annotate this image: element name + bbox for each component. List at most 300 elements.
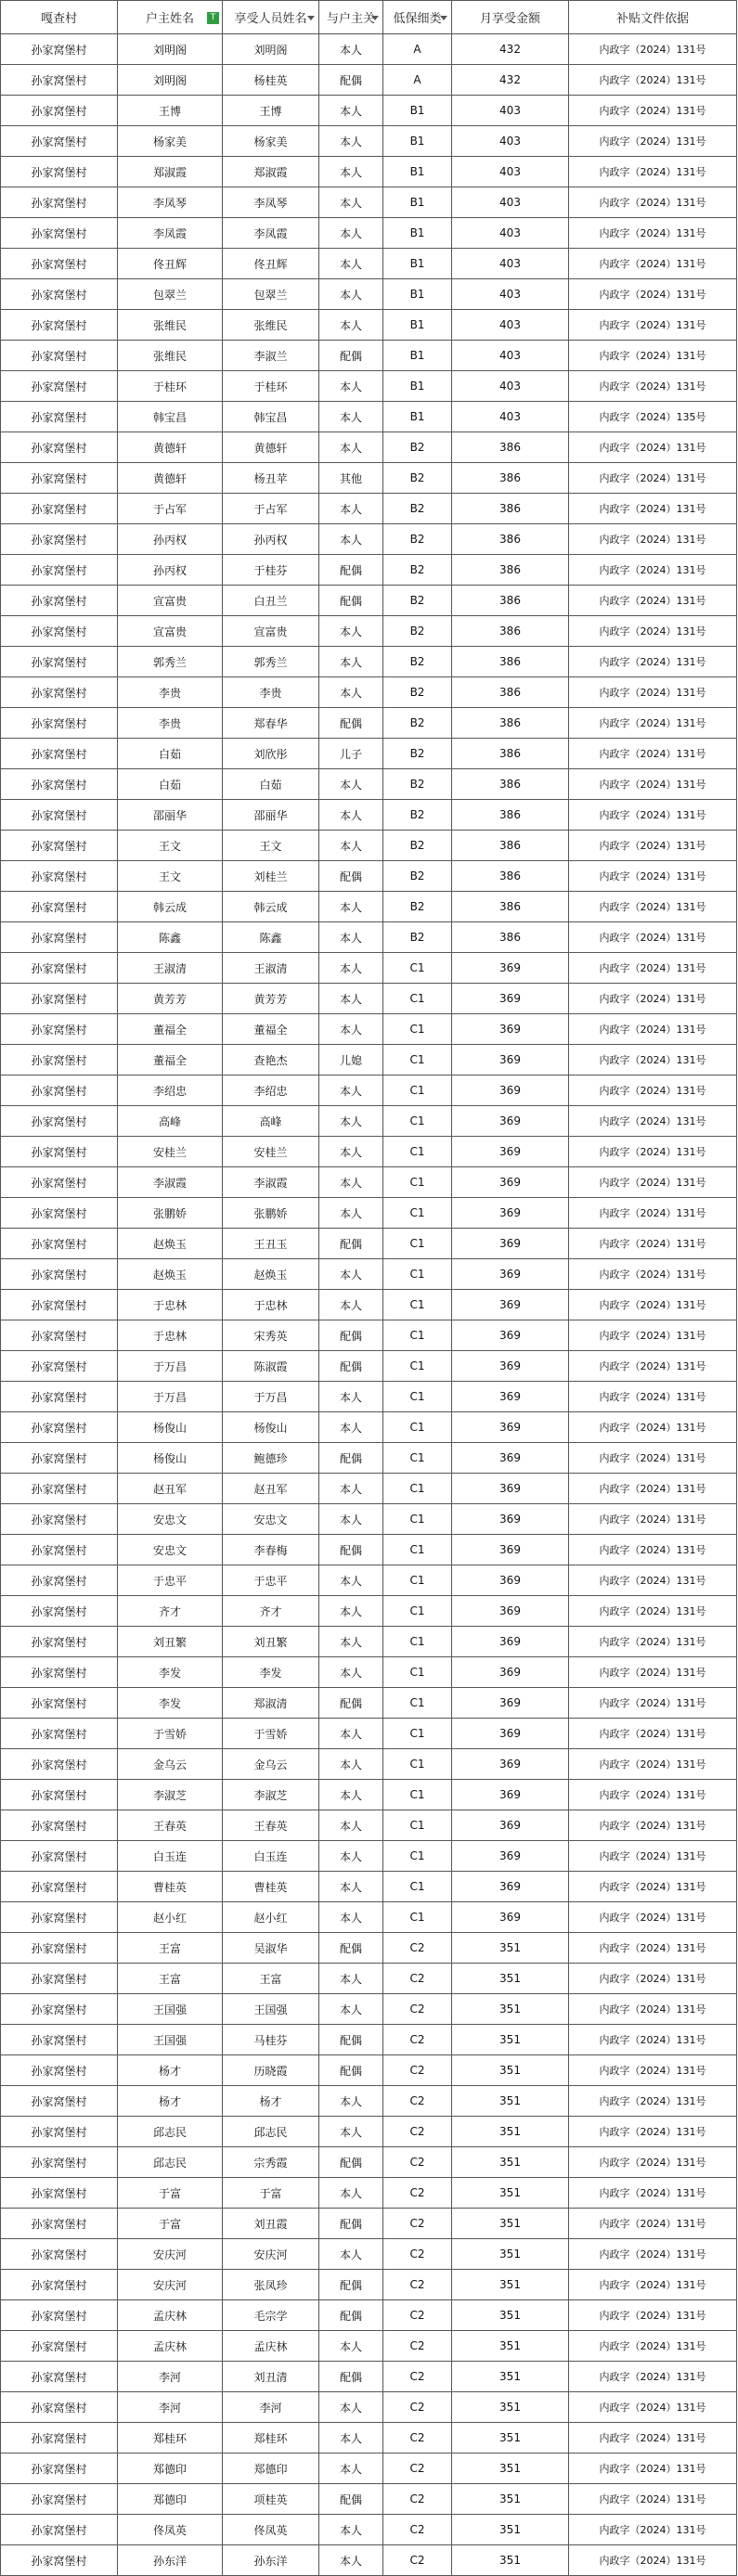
cell-relation[interactable]: 本人 <box>319 1198 383 1229</box>
cell-amount[interactable]: 369 <box>452 1872 569 1902</box>
cell-relation[interactable]: 配偶 <box>319 2270 383 2300</box>
cell-householder[interactable]: 孙丙权 <box>118 555 223 586</box>
cell-basis[interactable]: 内政字（2024）131号 <box>569 1688 737 1719</box>
cell-village[interactable]: 孙家窝堡村 <box>1 1872 118 1902</box>
cell-amount[interactable]: 403 <box>452 371 569 402</box>
cell-relation[interactable]: 本人 <box>319 2086 383 2117</box>
cell-category[interactable]: C1 <box>383 1320 452 1351</box>
cell-householder[interactable]: 杨才 <box>118 2055 223 2086</box>
table-row[interactable] <box>1 555 737 586</box>
cell-village[interactable]: 孙家窝堡村 <box>1 2178 118 2209</box>
cell-village[interactable]: 孙家窝堡村 <box>1 279 118 310</box>
cell-basis[interactable]: 内政字（2024）131号 <box>569 1902 737 1933</box>
cell-amount[interactable]: 351 <box>452 2331 569 2362</box>
cell-relation[interactable]: 配偶 <box>319 1320 383 1351</box>
table-row[interactable] <box>1 586 737 616</box>
cell-relation[interactable]: 配偶 <box>319 2147 383 2178</box>
cell-householder[interactable]: 黄德轩 <box>118 463 223 494</box>
cell-householder[interactable]: 王淑清 <box>118 953 223 984</box>
cell-village[interactable]: 孙家窝堡村 <box>1 126 118 157</box>
cell-category[interactable]: B2 <box>383 432 452 463</box>
cell-beneficiary[interactable]: 宋秀英 <box>223 1320 319 1351</box>
cell-relation[interactable]: 本人 <box>319 1167 383 1198</box>
cell-amount[interactable]: 369 <box>452 1474 569 1504</box>
cell-relation[interactable]: 配偶 <box>319 65 383 96</box>
cell-householder[interactable]: 邱志民 <box>118 2147 223 2178</box>
cell-relation[interactable]: 本人 <box>319 2117 383 2147</box>
table-row[interactable] <box>1 1290 737 1320</box>
cell-amount[interactable]: 369 <box>452 1075 569 1106</box>
cell-amount[interactable]: 351 <box>452 2392 569 2423</box>
cell-beneficiary[interactable]: 李凤琴 <box>223 187 319 218</box>
cell-amount[interactable]: 369 <box>452 1382 569 1412</box>
cell-relation[interactable]: 本人 <box>319 769 383 800</box>
cell-householder[interactable]: 孙东洋 <box>118 2545 223 2576</box>
cell-category[interactable]: C1 <box>383 1627 452 1657</box>
cell-village[interactable]: 孙家窝堡村 <box>1 2454 118 2484</box>
cell-relation[interactable]: 配偶 <box>319 1443 383 1474</box>
cell-village[interactable]: 孙家窝堡村 <box>1 249 118 279</box>
cell-relation[interactable]: 本人 <box>319 800 383 831</box>
table-row[interactable] <box>1 616 737 647</box>
cell-beneficiary[interactable]: 李淑兰 <box>223 341 319 371</box>
cell-village[interactable]: 孙家窝堡村 <box>1 2055 118 2086</box>
cell-village[interactable]: 孙家窝堡村 <box>1 1351 118 1382</box>
table-row[interactable] <box>1 2117 737 2147</box>
cell-amount[interactable]: 403 <box>452 402 569 432</box>
table-row[interactable] <box>1 494 737 524</box>
cell-householder[interactable]: 王国强 <box>118 2025 223 2055</box>
cell-village[interactable]: 孙家窝堡村 <box>1 2484 118 2515</box>
cell-amount[interactable]: 351 <box>452 2117 569 2147</box>
cell-category[interactable]: C2 <box>383 2239 452 2270</box>
cell-category[interactable]: B1 <box>383 371 452 402</box>
cell-amount[interactable]: 351 <box>452 2270 569 2300</box>
cell-basis[interactable]: 内政字（2024）131号 <box>569 2117 737 2147</box>
cell-relation[interactable]: 本人 <box>319 1075 383 1106</box>
cell-beneficiary[interactable]: 李淑霞 <box>223 1167 319 1198</box>
cell-village[interactable]: 孙家窝堡村 <box>1 2362 118 2392</box>
cell-amount[interactable]: 351 <box>452 2484 569 2515</box>
cell-beneficiary[interactable]: 郑春华 <box>223 708 319 739</box>
cell-beneficiary[interactable]: 刘欣彤 <box>223 739 319 769</box>
table-row[interactable] <box>1 1657 737 1688</box>
cell-householder[interactable]: 李淑芝 <box>118 1780 223 1810</box>
cell-basis[interactable]: 内政字（2024）131号 <box>569 555 737 586</box>
cell-village[interactable]: 孙家窝堡村 <box>1 1106 118 1137</box>
cell-relation[interactable]: 配偶 <box>319 2209 383 2239</box>
table-row[interactable] <box>1 953 737 984</box>
cell-relation[interactable]: 本人 <box>319 953 383 984</box>
table-row[interactable] <box>1 34 737 65</box>
cell-beneficiary[interactable]: 历晓霞 <box>223 2055 319 2086</box>
cell-village[interactable]: 孙家窝堡村 <box>1 1902 118 1933</box>
cell-basis[interactable]: 内政字（2024）131号 <box>569 249 737 279</box>
cell-beneficiary[interactable]: 王文 <box>223 831 319 861</box>
cell-householder[interactable]: 安庆河 <box>118 2239 223 2270</box>
cell-householder[interactable]: 孟庆林 <box>118 2331 223 2362</box>
cell-amount[interactable]: 369 <box>452 1290 569 1320</box>
cell-category[interactable]: C1 <box>383 1872 452 1902</box>
cell-category[interactable]: C2 <box>383 1994 452 2025</box>
table-row[interactable] <box>1 1964 737 1994</box>
cell-relation[interactable]: 本人 <box>319 1780 383 1810</box>
cell-householder[interactable]: 郑淑霞 <box>118 157 223 187</box>
cell-householder[interactable]: 于富 <box>118 2178 223 2209</box>
cell-householder[interactable]: 韩宝昌 <box>118 402 223 432</box>
cell-basis[interactable]: 内政字（2024）131号 <box>569 984 737 1014</box>
cell-relation[interactable]: 本人 <box>319 1994 383 2025</box>
cell-basis[interactable]: 内政字（2024）131号 <box>569 341 737 371</box>
cell-beneficiary[interactable]: 安忠文 <box>223 1504 319 1535</box>
cell-basis[interactable]: 内政字（2024）131号 <box>569 586 737 616</box>
cell-relation[interactable]: 本人 <box>319 2423 383 2454</box>
cell-village[interactable]: 孙家窝堡村 <box>1 616 118 647</box>
col-header-basis[interactable] <box>569 1 737 34</box>
cell-beneficiary[interactable]: 杨桂英 <box>223 65 319 96</box>
cell-householder[interactable]: 李绍忠 <box>118 1075 223 1106</box>
cell-village[interactable]: 孙家窝堡村 <box>1 1964 118 1994</box>
cell-basis[interactable]: 内政字（2024）131号 <box>569 1810 737 1841</box>
table-row[interactable] <box>1 65 737 96</box>
cell-category[interactable]: C1 <box>383 1106 452 1137</box>
cell-relation[interactable]: 本人 <box>319 1106 383 1137</box>
cell-amount[interactable]: 386 <box>452 769 569 800</box>
cell-beneficiary[interactable]: 佟丑辉 <box>223 249 319 279</box>
cell-householder[interactable]: 李贵 <box>118 677 223 708</box>
cell-amount[interactable]: 386 <box>452 586 569 616</box>
cell-amount[interactable]: 351 <box>452 2239 569 2270</box>
cell-basis[interactable]: 内政字（2024）131号 <box>569 432 737 463</box>
cell-beneficiary[interactable]: 包翠兰 <box>223 279 319 310</box>
table-row[interactable] <box>1 249 737 279</box>
cell-village[interactable]: 孙家窝堡村 <box>1 2025 118 2055</box>
cell-relation[interactable]: 本人 <box>319 2545 383 2576</box>
cell-basis[interactable]: 内政字（2024）131号 <box>569 371 737 402</box>
cell-amount[interactable]: 403 <box>452 310 569 341</box>
cell-basis[interactable]: 内政字（2024）131号 <box>569 310 737 341</box>
cell-beneficiary[interactable]: 于忠林 <box>223 1290 319 1320</box>
table-row[interactable] <box>1 892 737 922</box>
cell-basis[interactable]: 内政字（2024）131号 <box>569 647 737 677</box>
cell-basis[interactable]: 内政字（2024）131号 <box>569 2055 737 2086</box>
cell-category[interactable]: B1 <box>383 96 452 126</box>
cell-amount[interactable]: 369 <box>452 1229 569 1259</box>
table-row[interactable] <box>1 1627 737 1657</box>
cell-village[interactable]: 孙家窝堡村 <box>1 2423 118 2454</box>
cell-category[interactable]: C1 <box>383 1259 452 1290</box>
cell-village[interactable]: 孙家窝堡村 <box>1 647 118 677</box>
cell-relation[interactable]: 配偶 <box>319 1229 383 1259</box>
table-row[interactable] <box>1 647 737 677</box>
cell-basis[interactable]: 内政字（2024）131号 <box>569 524 737 555</box>
cell-relation[interactable]: 本人 <box>319 432 383 463</box>
cell-village[interactable]: 孙家窝堡村 <box>1 187 118 218</box>
cell-category[interactable]: C1 <box>383 1412 452 1443</box>
cell-beneficiary[interactable]: 鲍德珍 <box>223 1443 319 1474</box>
cell-basis[interactable]: 内政字（2024）131号 <box>569 1229 737 1259</box>
table-row[interactable] <box>1 984 737 1014</box>
cell-amount[interactable]: 369 <box>452 1412 569 1443</box>
cell-category[interactable]: C2 <box>383 2117 452 2147</box>
cell-category[interactable]: C1 <box>383 1596 452 1627</box>
cell-relation[interactable]: 本人 <box>319 187 383 218</box>
cell-beneficiary[interactable]: 李淑芝 <box>223 1780 319 1810</box>
cell-basis[interactable]: 内政字（2024）131号 <box>569 1994 737 2025</box>
cell-relation[interactable]: 本人 <box>319 2454 383 2484</box>
cell-relation[interactable]: 本人 <box>319 1657 383 1688</box>
table-row[interactable] <box>1 2239 737 2270</box>
cell-relation[interactable]: 本人 <box>319 1137 383 1167</box>
cell-category[interactable]: C1 <box>383 1902 452 1933</box>
cell-amount[interactable]: 351 <box>452 2454 569 2484</box>
cell-category[interactable]: C1 <box>383 1688 452 1719</box>
cell-householder[interactable]: 佟丑辉 <box>118 249 223 279</box>
cell-beneficiary[interactable]: 宗秀霞 <box>223 2147 319 2178</box>
cell-householder[interactable]: 于万昌 <box>118 1351 223 1382</box>
cell-householder[interactable]: 李凤霞 <box>118 218 223 249</box>
cell-village[interactable]: 孙家窝堡村 <box>1 953 118 984</box>
cell-beneficiary[interactable]: 王国强 <box>223 1994 319 2025</box>
cell-basis[interactable]: 内政字（2024）131号 <box>569 831 737 861</box>
cell-basis[interactable]: 内政字（2024）131号 <box>569 2515 737 2545</box>
cell-relation[interactable]: 本人 <box>319 34 383 65</box>
cell-relation[interactable]: 本人 <box>319 371 383 402</box>
cell-amount[interactable]: 369 <box>452 1106 569 1137</box>
cell-relation[interactable]: 配偶 <box>319 2300 383 2331</box>
table-row[interactable] <box>1 1014 737 1045</box>
cell-basis[interactable]: 内政字（2024）131号 <box>569 2086 737 2117</box>
cell-beneficiary[interactable]: 刘明阁 <box>223 34 319 65</box>
cell-amount[interactable]: 369 <box>452 984 569 1014</box>
cell-relation[interactable]: 本人 <box>319 2392 383 2423</box>
cell-beneficiary[interactable]: 王淑清 <box>223 953 319 984</box>
table-row[interactable] <box>1 2331 737 2362</box>
cell-village[interactable]: 孙家窝堡村 <box>1 1474 118 1504</box>
cell-householder[interactable]: 李发 <box>118 1688 223 1719</box>
table-row[interactable] <box>1 2515 737 2545</box>
cell-amount[interactable]: 351 <box>452 1964 569 1994</box>
cell-householder[interactable]: 赵丑军 <box>118 1474 223 1504</box>
cell-householder[interactable]: 于桂环 <box>118 371 223 402</box>
cell-village[interactable]: 孙家窝堡村 <box>1 402 118 432</box>
cell-relation[interactable]: 本人 <box>319 1627 383 1657</box>
cell-category[interactable]: B2 <box>383 494 452 524</box>
cell-amount[interactable]: 369 <box>452 1596 569 1627</box>
cell-relation[interactable]: 配偶 <box>319 708 383 739</box>
table-row[interactable] <box>1 1596 737 1627</box>
cell-category[interactable]: C2 <box>383 2515 452 2545</box>
cell-householder[interactable]: 黄芳芳 <box>118 984 223 1014</box>
cell-beneficiary[interactable]: 陈鑫 <box>223 922 319 953</box>
cell-village[interactable]: 孙家窝堡村 <box>1 1045 118 1075</box>
table-row[interactable] <box>1 2392 737 2423</box>
cell-category[interactable]: A <box>383 65 452 96</box>
cell-amount[interactable]: 369 <box>452 1167 569 1198</box>
cell-beneficiary[interactable]: 于桂芬 <box>223 555 319 586</box>
cell-beneficiary[interactable]: 白茹 <box>223 769 319 800</box>
cell-category[interactable]: C2 <box>383 2484 452 2515</box>
cell-amount[interactable]: 351 <box>452 2300 569 2331</box>
cell-village[interactable]: 孙家窝堡村 <box>1 371 118 402</box>
cell-category[interactable]: C1 <box>383 1014 452 1045</box>
col-header-householder[interactable] <box>118 1 223 34</box>
table-row[interactable] <box>1 1504 737 1535</box>
cell-beneficiary[interactable]: 刘丑霞 <box>223 2209 319 2239</box>
cell-householder[interactable]: 白玉连 <box>118 1841 223 1872</box>
cell-amount[interactable]: 369 <box>452 1810 569 1841</box>
cell-relation[interactable]: 本人 <box>319 1412 383 1443</box>
cell-category[interactable]: C2 <box>383 1933 452 1964</box>
cell-basis[interactable]: 内政字（2024）131号 <box>569 1719 737 1749</box>
cell-amount[interactable]: 369 <box>452 1627 569 1657</box>
cell-amount[interactable]: 432 <box>452 65 569 96</box>
cell-amount[interactable]: 369 <box>452 1780 569 1810</box>
cell-basis[interactable]: 内政字（2024）131号 <box>569 1137 737 1167</box>
cell-village[interactable]: 孙家窝堡村 <box>1 739 118 769</box>
cell-category[interactable]: B1 <box>383 187 452 218</box>
cell-category[interactable]: C1 <box>383 953 452 984</box>
cell-category[interactable]: C1 <box>383 1290 452 1320</box>
cell-village[interactable]: 孙家窝堡村 <box>1 1320 118 1351</box>
cell-village[interactable]: 孙家窝堡村 <box>1 1198 118 1229</box>
table-row[interactable] <box>1 800 737 831</box>
cell-village[interactable]: 孙家窝堡村 <box>1 2117 118 2147</box>
cell-householder[interactable]: 郑德印 <box>118 2454 223 2484</box>
cell-basis[interactable]: 内政字（2024）131号 <box>569 1259 737 1290</box>
cell-amount[interactable]: 403 <box>452 126 569 157</box>
cell-category[interactable]: C2 <box>383 2362 452 2392</box>
cell-beneficiary[interactable]: 李绍忠 <box>223 1075 319 1106</box>
cell-basis[interactable]: 内政字（2024）131号 <box>569 2025 737 2055</box>
table-row[interactable] <box>1 1106 737 1137</box>
cell-relation[interactable]: 本人 <box>319 96 383 126</box>
cell-village[interactable]: 孙家窝堡村 <box>1 1014 118 1045</box>
cell-village[interactable]: 孙家窝堡村 <box>1 1933 118 1964</box>
col-header-relation[interactable] <box>319 1 383 34</box>
cell-beneficiary[interactable]: 赵丑军 <box>223 1474 319 1504</box>
cell-beneficiary[interactable]: 韩云成 <box>223 892 319 922</box>
cell-householder[interactable]: 于忠林 <box>118 1320 223 1351</box>
cell-beneficiary[interactable]: 于忠平 <box>223 1565 319 1596</box>
cell-relation[interactable]: 本人 <box>319 831 383 861</box>
table-row[interactable] <box>1 1045 737 1075</box>
cell-category[interactable]: B1 <box>383 279 452 310</box>
cell-householder[interactable]: 郑桂环 <box>118 2423 223 2454</box>
cell-basis[interactable]: 内政字（2024）131号 <box>569 2362 737 2392</box>
table-row[interactable] <box>1 310 737 341</box>
table-row[interactable] <box>1 402 737 432</box>
cell-category[interactable]: B1 <box>383 157 452 187</box>
cell-village[interactable]: 孙家窝堡村 <box>1 157 118 187</box>
cell-basis[interactable]: 内政字（2024）131号 <box>569 1535 737 1565</box>
cell-beneficiary[interactable]: 白玉连 <box>223 1841 319 1872</box>
cell-category[interactable]: B1 <box>383 218 452 249</box>
cell-village[interactable]: 孙家窝堡村 <box>1 861 118 892</box>
cell-basis[interactable]: 内政字（2024）131号 <box>569 1290 737 1320</box>
cell-beneficiary[interactable]: 曹桂英 <box>223 1872 319 1902</box>
cell-beneficiary[interactable]: 毛宗学 <box>223 2300 319 2331</box>
cell-relation[interactable]: 本人 <box>319 2515 383 2545</box>
cell-householder[interactable]: 于万昌 <box>118 1382 223 1412</box>
cell-householder[interactable]: 于忠平 <box>118 1565 223 1596</box>
cell-basis[interactable]: 内政字（2024）131号 <box>569 769 737 800</box>
cell-beneficiary[interactable]: 张维民 <box>223 310 319 341</box>
cell-village[interactable]: 孙家窝堡村 <box>1 432 118 463</box>
cell-category[interactable]: B2 <box>383 861 452 892</box>
cell-basis[interactable]: 内政字（2024）131号 <box>569 218 737 249</box>
cell-basis[interactable]: 内政字（2024）131号 <box>569 1964 737 1994</box>
cell-category[interactable]: B2 <box>383 800 452 831</box>
cell-relation[interactable]: 本人 <box>319 1810 383 1841</box>
cell-village[interactable]: 孙家窝堡村 <box>1 1565 118 1596</box>
cell-householder[interactable]: 王文 <box>118 861 223 892</box>
table-row[interactable] <box>1 1994 737 2025</box>
cell-beneficiary[interactable]: 李河 <box>223 2392 319 2423</box>
cell-category[interactable]: B1 <box>383 310 452 341</box>
cell-amount[interactable]: 386 <box>452 463 569 494</box>
cell-householder[interactable]: 安忠文 <box>118 1504 223 1535</box>
table-row[interactable] <box>1 1749 737 1780</box>
cell-amount[interactable]: 386 <box>452 647 569 677</box>
cell-relation[interactable]: 本人 <box>319 1964 383 1994</box>
cell-basis[interactable]: 内政字（2024）131号 <box>569 2545 737 2576</box>
cell-basis[interactable]: 内政字（2024）131号 <box>569 1075 737 1106</box>
cell-relation[interactable]: 其他 <box>319 463 383 494</box>
table-row[interactable] <box>1 1320 737 1351</box>
cell-beneficiary[interactable]: 杨丑苹 <box>223 463 319 494</box>
cell-village[interactable]: 孙家窝堡村 <box>1 1443 118 1474</box>
cell-village[interactable]: 孙家窝堡村 <box>1 1994 118 2025</box>
table-row[interactable] <box>1 708 737 739</box>
cell-relation[interactable]: 儿子 <box>319 739 383 769</box>
table-row[interactable] <box>1 1688 737 1719</box>
cell-householder[interactable]: 曹桂英 <box>118 1872 223 1902</box>
cell-village[interactable]: 孙家窝堡村 <box>1 892 118 922</box>
cell-basis[interactable]: 内政字（2024）131号 <box>569 2454 737 2484</box>
cell-category[interactable]: C2 <box>383 2055 452 2086</box>
cell-relation[interactable]: 本人 <box>319 1749 383 1780</box>
cell-category[interactable]: C1 <box>383 1780 452 1810</box>
cell-householder[interactable]: 赵小红 <box>118 1902 223 1933</box>
cell-village[interactable]: 孙家窝堡村 <box>1 1167 118 1198</box>
cell-amount[interactable]: 386 <box>452 892 569 922</box>
cell-householder[interactable]: 安忠文 <box>118 1535 223 1565</box>
cell-householder[interactable]: 孟庆林 <box>118 2300 223 2331</box>
cell-category[interactable]: C1 <box>383 1535 452 1565</box>
cell-householder[interactable]: 宣富贵 <box>118 586 223 616</box>
cell-amount[interactable]: 386 <box>452 861 569 892</box>
table-row[interactable] <box>1 371 737 402</box>
cell-category[interactable]: C2 <box>383 2392 452 2423</box>
table-row[interactable] <box>1 2300 737 2331</box>
cell-category[interactable]: B2 <box>383 922 452 953</box>
cell-amount[interactable]: 386 <box>452 800 569 831</box>
table-row[interactable] <box>1 861 737 892</box>
cell-amount[interactable]: 432 <box>452 34 569 65</box>
cell-category[interactable]: C2 <box>383 2300 452 2331</box>
cell-category[interactable]: B2 <box>383 739 452 769</box>
cell-beneficiary[interactable]: 李发 <box>223 1657 319 1688</box>
cell-beneficiary[interactable]: 佟凤英 <box>223 2515 319 2545</box>
cell-beneficiary[interactable]: 白丑兰 <box>223 586 319 616</box>
cell-category[interactable]: C1 <box>383 1749 452 1780</box>
cell-relation[interactable]: 本人 <box>319 1382 383 1412</box>
cell-householder[interactable]: 李河 <box>118 2392 223 2423</box>
table-row[interactable] <box>1 769 737 800</box>
table-row[interactable] <box>1 218 737 249</box>
cell-village[interactable]: 孙家窝堡村 <box>1 1535 118 1565</box>
